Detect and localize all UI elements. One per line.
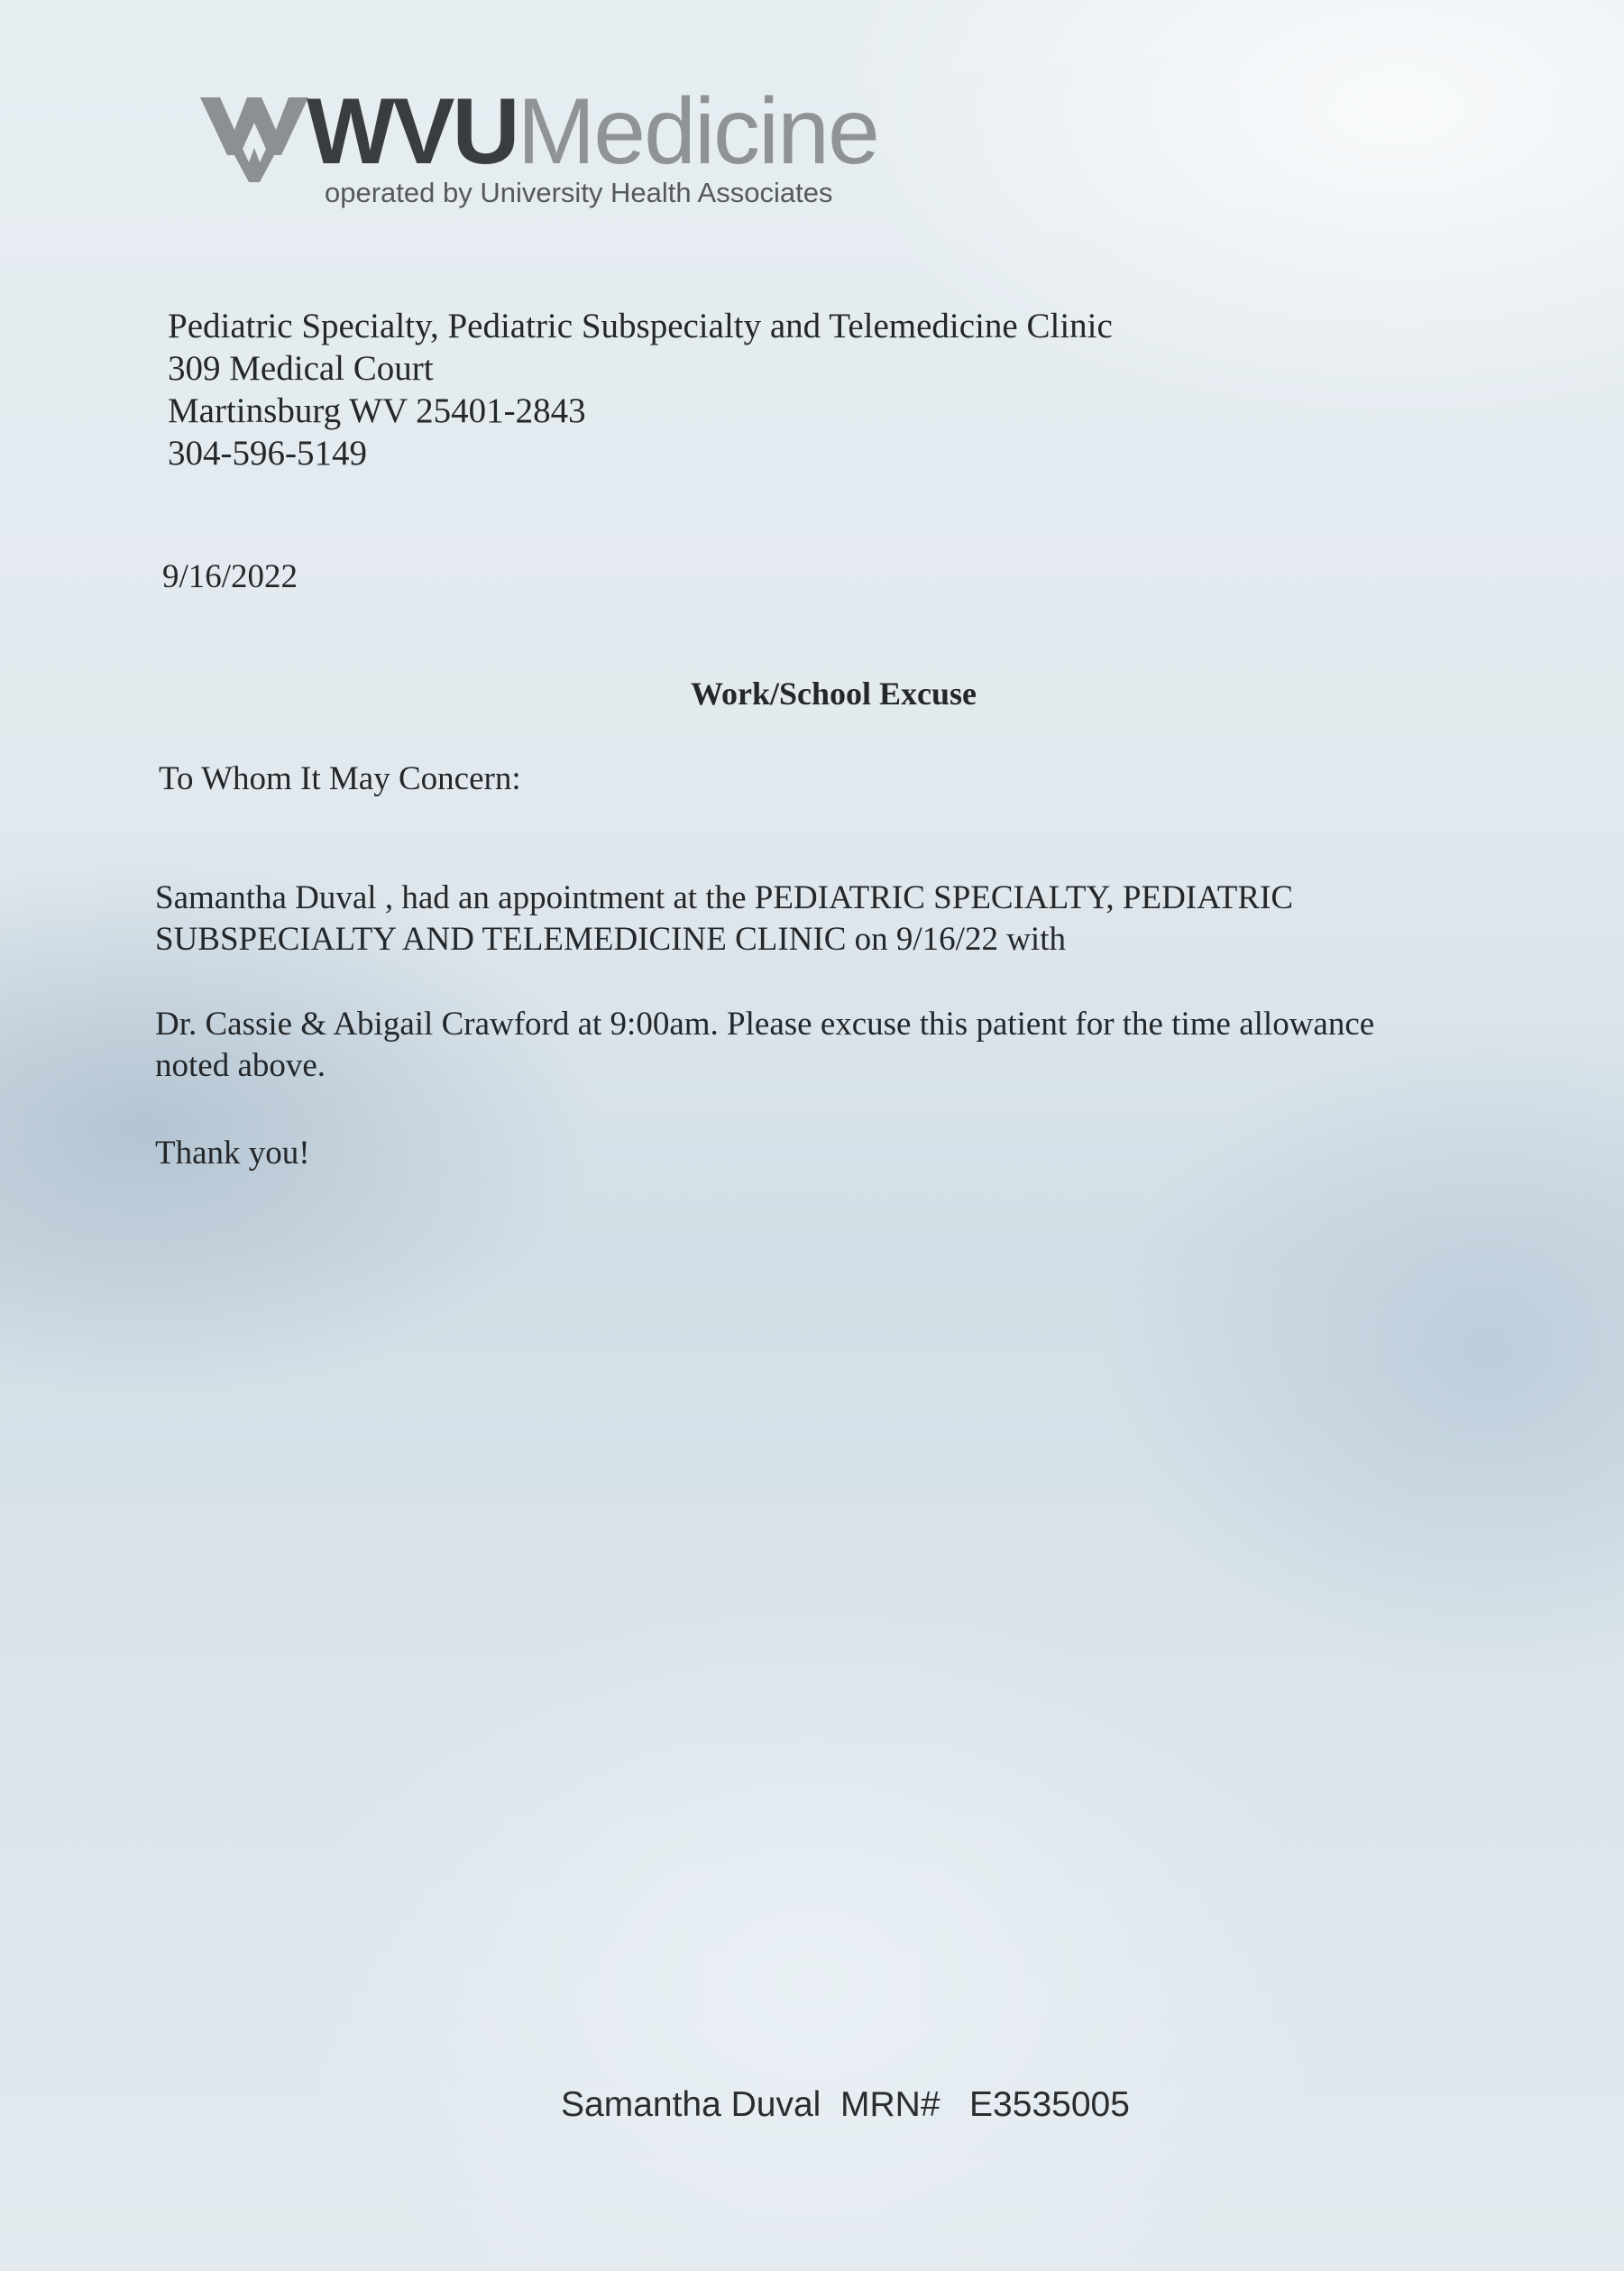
appointment-line-2: SUBSPECIALTY AND TELEMEDICINE CLINIC on 9/16/22 with [155,921,1066,958]
footer-mrn-label: MRN# [840,2085,940,2124]
logo-subtitle: operated by University Health Associates [325,177,833,208]
logo-wordmark [307,78,878,186]
appointment-line-1: Samantha Duval , had an appointment at the PEDIATRIC SPECIALTY, PEDIATRIC [155,879,1294,916]
wvu-medicine-logo [200,79,940,218]
clinic-name: Pediatric Specialty, Pediatric Subspecialty and Telemedicine Clinic [168,307,1113,345]
salutation: To Whom It May Concern: [159,760,521,797]
letter-date: 9/16/2022 [162,558,298,595]
footer-patient-name: Samantha Duval [561,2085,821,2124]
flying-wv-icon [200,92,308,182]
excuse-paragraph [155,1004,1526,1087]
excuse-line-1: Dr. Cassie & Abigail Crawford at 9:00am. Please excuse this patient for the time allowance [155,1006,1375,1043]
clinic-city-state-zip: Martinsburg WV 25401-2843 [168,391,586,430]
logo-wvu-text: WVU [307,79,518,184]
clinic-phone: 304-596-5149 [168,434,367,473]
footer-mrn-value: E3535005 [969,2085,1130,2124]
clinic-street: 309 Medical Court [168,349,434,388]
clinic-address-block [168,305,1113,474]
logo-medicine-text: Medicine [517,79,878,184]
excuse-line-2: noted above. [155,1047,326,1084]
closing-text: Thank you! [155,1135,310,1172]
appointment-paragraph [155,878,1526,961]
patient-footer [561,2085,1130,2125]
letter-title: Work/School Excuse [691,676,977,712]
